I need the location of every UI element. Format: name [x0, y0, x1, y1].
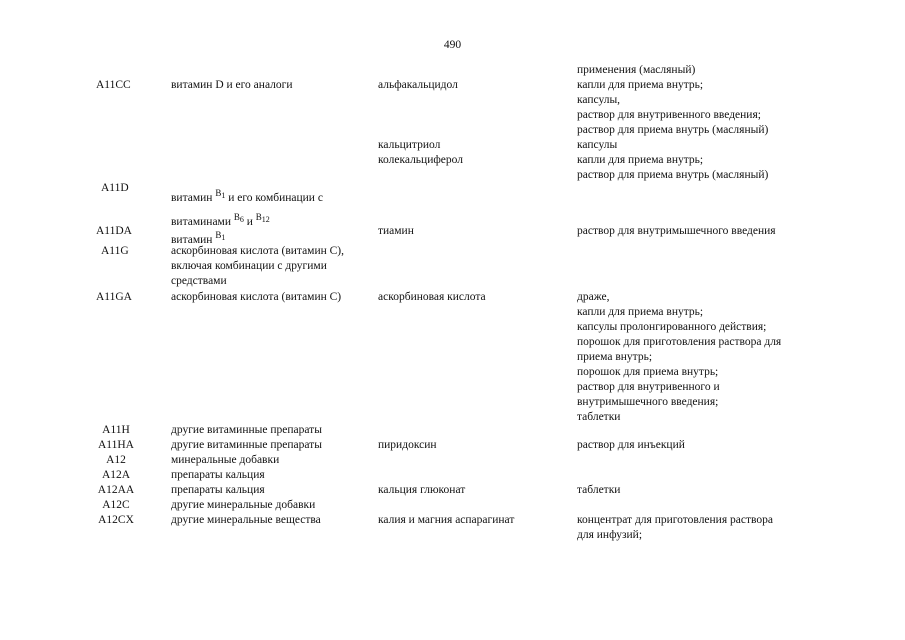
group-text: и: [246, 216, 253, 228]
atc-code: A11GA: [96, 291, 132, 303]
substance-name: тиамин: [378, 225, 414, 237]
form-line: таблетки: [577, 484, 621, 496]
vitamin-index: 6: [239, 215, 244, 224]
group-name: другие витаминные препараты: [171, 439, 322, 451]
atc-code: A11D: [101, 182, 129, 194]
dosage-form: [577, 138, 817, 153]
group-name: препараты кальция: [171, 484, 265, 496]
form-line: капсулы пролонгированного действия;: [577, 321, 767, 333]
dosage-form: [577, 513, 817, 543]
form-line: применения (масляный): [577, 64, 696, 76]
vitamin-index: 1: [221, 233, 226, 242]
form-line: капли для приема внутрь;: [577, 79, 704, 91]
form-line: для инфузий;: [577, 529, 643, 541]
atc-code: A11HA: [98, 439, 134, 451]
group-name: витамин D и его аналоги: [171, 79, 293, 91]
dosage-form: [577, 78, 817, 138]
group-name: аскорбиновая кислота (витамин С): [171, 291, 342, 303]
group-text: витамин: [171, 192, 213, 204]
group-name: препараты кальция: [171, 469, 265, 481]
form-line: капли для приема внутрь;: [577, 306, 704, 318]
dosage-form: [577, 153, 817, 183]
form-line: раствор для приема внутрь (масляный): [577, 124, 769, 136]
atc-code: A11DA: [96, 225, 132, 237]
substance-name: пиридоксин: [378, 439, 437, 451]
group-line: средствами: [171, 275, 227, 287]
substance-name: альфакальцидол: [378, 79, 458, 91]
form-line: порошок для приема внутрь;: [577, 366, 719, 378]
form-line: капсулы: [577, 139, 618, 151]
group-text: и его комбинации с: [228, 192, 323, 204]
vitamin-index: 12: [261, 215, 270, 224]
form-line: раствор для инъекций: [577, 439, 685, 451]
dosage-form: [577, 224, 817, 239]
group-text: витамин: [171, 234, 213, 246]
group-name: [171, 244, 371, 289]
group-name: минеральные добавки: [171, 454, 280, 466]
substance-name: кальция глюконат: [378, 484, 466, 496]
group-line: включая комбинации с другими: [171, 260, 327, 272]
dosage-form: [577, 483, 817, 498]
group-name: другие витаминные препараты: [171, 424, 322, 436]
form-line: приема внутрь;: [577, 351, 653, 363]
atc-code: A11H: [102, 424, 130, 436]
form-line: драже,: [577, 291, 610, 303]
form-line: капли для приема внутрь;: [577, 154, 704, 166]
group-name: другие минеральные вещества: [171, 514, 321, 526]
atc-code: A12CX: [98, 514, 134, 526]
form-line: внутримышечного введения;: [577, 396, 719, 408]
substance-name: калия и магния аспарагинат: [378, 514, 515, 526]
atc-code: A12C: [102, 499, 130, 511]
atc-code: A12: [106, 454, 126, 466]
page-number: 490: [443, 39, 462, 51]
substance-name: аскорбиновая кислота: [378, 291, 486, 303]
vitamin-index: 1: [221, 191, 226, 200]
substance-name: колекальциферол: [378, 154, 463, 166]
form-line: раствор для внутривенного введения;: [577, 109, 761, 121]
dosage-form: [577, 63, 817, 78]
vitamin-letter: B: [233, 212, 240, 222]
atc-code: A12AA: [97, 484, 135, 496]
form-line: концентрат для приготовления раствора: [577, 514, 773, 526]
dosage-form: [577, 438, 817, 453]
form-line: капсулы,: [577, 94, 621, 106]
form-line: порошок для приготовления раствора для: [577, 336, 782, 348]
dosage-form: [577, 290, 817, 425]
group-name: другие минеральные добавки: [171, 499, 316, 511]
form-line: раствор для внутримышечного введения: [577, 225, 776, 237]
vitamin-letter: B: [255, 212, 262, 222]
group-name: [171, 186, 371, 230]
form-line: раствор для приема внутрь (масляный): [577, 169, 769, 181]
group-text: витаминами: [171, 216, 231, 228]
substance-name: кальцитриол: [378, 139, 441, 151]
form-line: таблетки: [577, 411, 621, 423]
vitamin-letter: B: [215, 188, 222, 198]
group-line: аскорбиновая кислота (витамин С),: [171, 245, 345, 257]
atc-code: A12A: [101, 469, 131, 481]
form-line: раствор для внутривенного и: [577, 381, 720, 393]
atc-code: A11CC: [96, 79, 131, 91]
atc-code: A11G: [101, 245, 129, 257]
vitamin-letter: B: [215, 230, 222, 240]
